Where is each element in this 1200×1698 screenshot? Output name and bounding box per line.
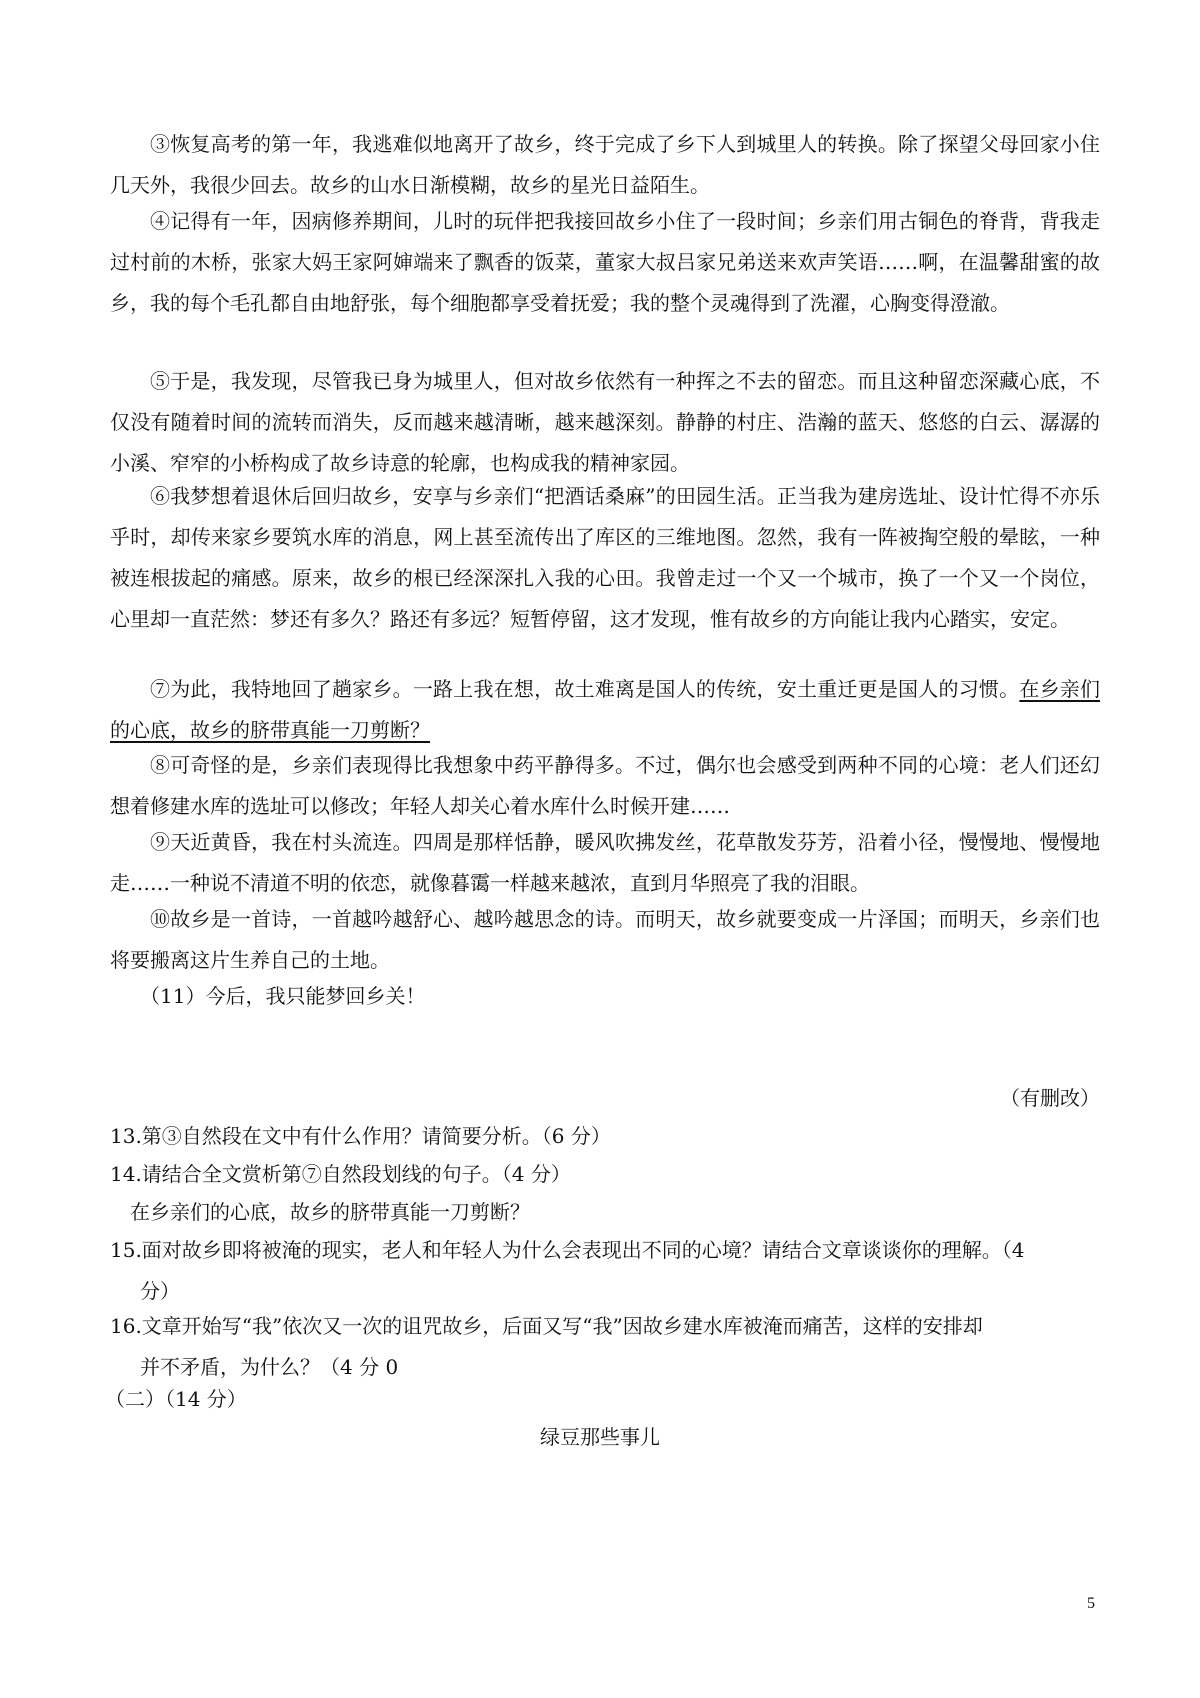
paragraph-7-text: ⑦为此，我特地回了趟家乡。一路上我在想，故土难离是国人的传统，安土重迁更是国人的习惯。	[150, 677, 1020, 701]
next-article-title: 绿豆那些事儿	[540, 1425, 660, 1449]
question-13: 13.第③自然段在文中有什么作用？请简要分析。（6 分）	[110, 1124, 611, 1148]
question-15-line-1: 15.面对故乡即将被淹的现实，老人和年轻人为什么会表现出不同的心境？请结合文章谈谈你的理解。（4	[110, 1238, 1025, 1262]
paragraph-7-underlined-sentence: 在乡亲们的心底，故乡的脐带真能一刀剪断？	[110, 677, 1101, 742]
question-16-line-2: 并不矛盾，为什么？（4 分 0	[140, 1355, 399, 1379]
question-16	[110, 1306, 1100, 1388]
question-14: 14.请结合全文赏析第⑦自然段划线的句子。（4 分）	[110, 1162, 571, 1186]
paragraph-4: ④记得有一年，因病修养期间，儿时的玩伴把我接回故乡小住了一段时间；乡亲们用古铜色的脊背，背我走过村前的木桥，张家大妈王家阿婶端来了飘香的饭菜，董家大叔吕家兄弟送来欢声笑语……啊，在温馨甜蜜的故乡，我的每个毛孔都自由地舒张，每个细胞都享受着抚爱；我的整个灵魂得到了洗濯，心胸变得澄澈。	[110, 209, 1100, 315]
question-15	[110, 1230, 1100, 1312]
paragraph-9: ⑨天近黄昏，我在村头流连。四周是那样恬静，暖风吹拂发丝，花草散发芬芳，沿着小径，慢慢地、慢慢地走……一种说不清道不明的依恋，就像暮霭一样越来越浓，直到月华照亮了我的泪眼。	[110, 830, 1100, 895]
paragraph-10: ⑩故乡是一首诗，一首越吟越舒心、越吟越思念的诗。而明天，故乡就要变成一片泽国；而明天，乡亲们也将要搬离这片生养自己的土地。	[110, 907, 1100, 972]
paragraph-8: ⑧可奇怪的是，乡亲们表现得比我想象中药平静得多。不过，偶尔也会感受到两种不同的心境：老人们还幻想着修建水库的选址可以修改；年轻人却关心着水库什么时候开建……	[110, 753, 1100, 818]
question-14-quote: 在乡亲们的心底，故乡的脐带真能一刀剪断？	[130, 1200, 530, 1224]
page-number: 5	[1087, 1595, 1095, 1612]
paragraph-3: ③恢复高考的第一年，我逃难似地离开了故乡，终于完成了乡下人到城里人的转换。除了探望父母回家小住几天外，我很少回去。故乡的山水日渐模糊，故乡的星光日益陌生。	[110, 132, 1100, 197]
paragraph-5: ⑤于是，我发现，尽管我已身为城里人，但对故乡依然有一种挥之不去的留恋。而且这种留恋深藏心底，不仅没有随着时间的流转而消失，反而越来越清晰，越来越深刻。静静的村庄、浩瀚的蓝天、悠悠的白云、潺潺的小溪、窄窄的小桥构成了故乡诗意的轮廓，也构成我的精神家园。	[110, 369, 1100, 475]
question-16-line-1: 16.文章开始写“我”依次又一次的诅咒故乡，后面又写“我”因故乡建水库被淹而痛苦，这样的安排却	[110, 1314, 983, 1338]
paragraph-6: ⑥我梦想着退休后回归故乡，安享与乡亲们“把酒话桑麻”的田园生活。正当我为建房选址、设计忙得不亦乐乎时，却传来家乡要筑水库的消息，网上甚至流传出了库区的三维地图。忽然，我有一阵被掏空般的晕眩，一种被连根拔起的痛感。原来，故乡的根已经深深扎入我的心田。我曾走过一个又一个城市，换了一个又一个岗位，心里却一直茫然：梦还有多久？路还有多远？短暂停留，这才发现，惟有故乡的方向能让我内心踏实，安定。	[110, 484, 1100, 631]
paragraph-11: （11）今后，我只能梦回乡关！	[140, 984, 426, 1008]
paragraph-7	[110, 669, 1100, 751]
section-heading: （二）（14 分）	[105, 1387, 247, 1411]
source-note: （有删改）	[1000, 1086, 1100, 1110]
question-15-line-2: 分）	[140, 1279, 180, 1303]
